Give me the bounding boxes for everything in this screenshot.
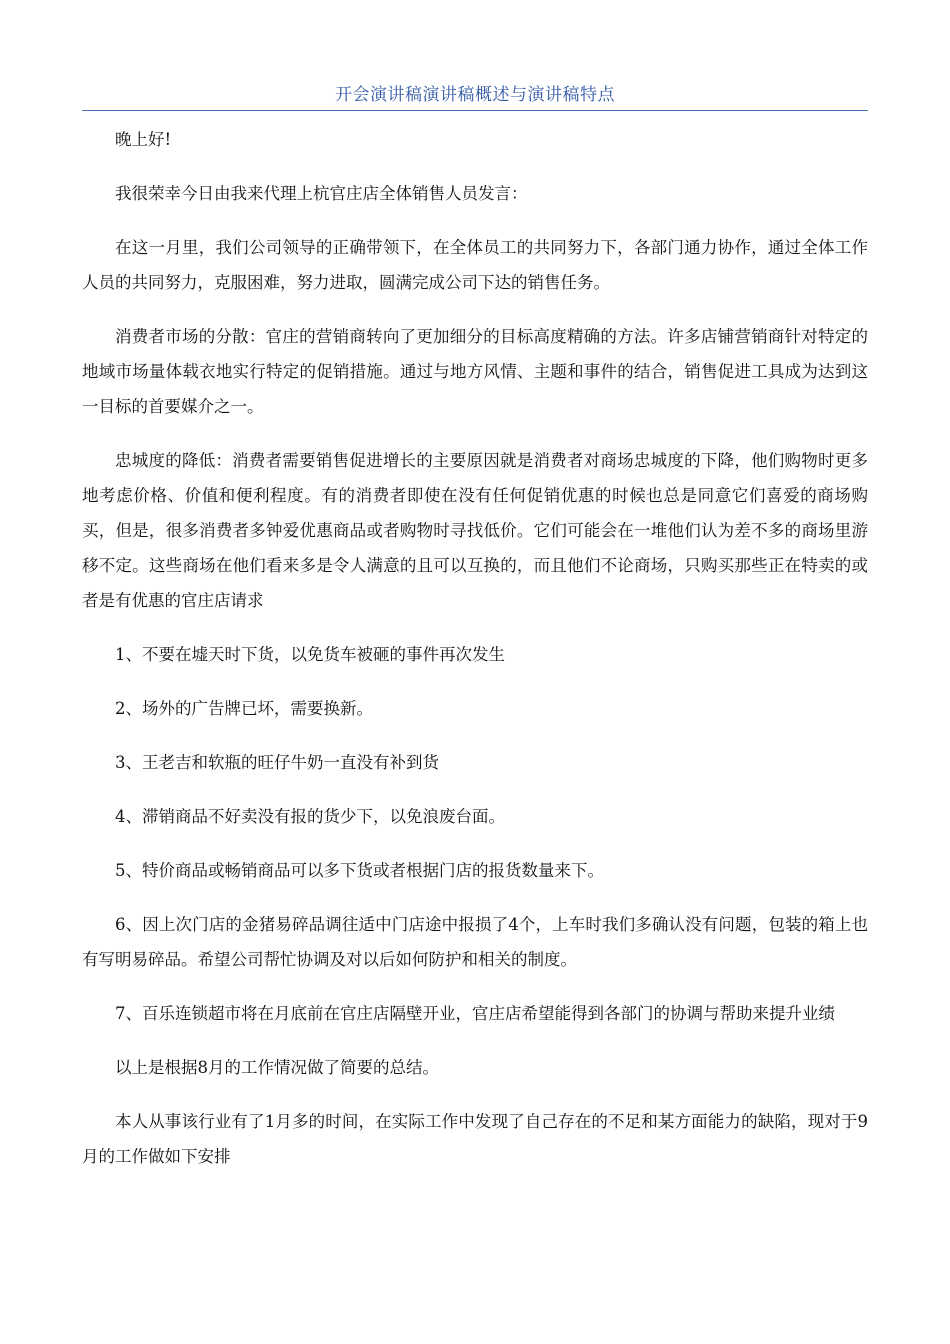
list-item-request-1: 1、不要在墟天时下货，以免货车被砸的事件再次发生 bbox=[115, 645, 505, 664]
document-body bbox=[82, 122, 868, 1193]
paragraph-plan: 本人从事该行业有了1月多的时间，在实际工作中发现了自己存在的不足和某方面能力的缺陷，现对于9月的工作做如下安排 bbox=[82, 1112, 868, 1166]
paragraph-market: 消费者市场的分散：官庄的营销商转向了更加细分的目标高度精确的方法。许多店铺营销商针对特定的地域市场量体载衣地实行特定的促销措施。通过与地方风情、主题和事件的结合，销售促进工具成为达到这一目标的首要媒介之一。 bbox=[82, 327, 868, 416]
paragraph-intro: 我很荣幸今日由我来代理上杭官庄店全体销售人员发言： bbox=[115, 184, 528, 203]
paragraph-summary: 在这一月里，我们公司领导的正确带领下，在全体员工的共同努力下，各部门通力协作，通过全体工作人员的共同努力，克服困难，努力进取，圆满完成公司下达的销售任务。 bbox=[82, 238, 868, 292]
list-item-request-3: 3、王老吉和软瓶的旺仔牛奶一直没有补到货 bbox=[115, 753, 439, 772]
list-item-request-5: 5、特价商品或畅销商品可以多下货或者根据门店的报货数量来下。 bbox=[115, 861, 604, 880]
document-header bbox=[82, 80, 868, 111]
paragraph-conclusion: 以上是根据8月的工作情况做了简要的总结。 bbox=[115, 1058, 439, 1077]
document-title: 开会演讲稿演讲稿概述与演讲稿特点 bbox=[335, 85, 615, 105]
paragraph-loyalty: 忠城度的降低：消费者需要销售促进增长的主要原因就是消费者对商场忠城度的下降，他们购物时更多地考虑价格、价值和便利程度。有的消费者即使在没有任何促销优惠的时候也总是同意它们喜爱的商场购买，但是，很多消费者多钟爱优惠商品或者购物时寻找低价。它们可能会在一堆他们认为差不多的商场里游移不定。这些商场在他们看来多是令人满意的且可以互换的，而且他们不论商场，只购买那些正在特卖的或者是有优惠的官庄店请求 bbox=[82, 451, 868, 610]
list-item-request-6: 6、因上次门店的金猪易碎品调往适中门店途中报损了4个，上车时我们多确认没有问题，包装的箱上也有写明易碎品。希望公司帮忙协调及对以后如何防护和相关的制度。 bbox=[82, 915, 868, 969]
list-item-request-7: 7、百乐连锁超市将在月底前在官庄店隔壁开业，官庄店希望能得到各部门的协调与帮助来提升业绩 bbox=[115, 1004, 835, 1023]
paragraph-greeting: 晚上好! bbox=[115, 130, 172, 149]
list-item-request-2: 2、场外的广告牌已坏，需要换新。 bbox=[115, 699, 373, 718]
list-item-request-4: 4、滞销商品不好卖没有报的货少下，以免浪废台面。 bbox=[115, 807, 505, 826]
